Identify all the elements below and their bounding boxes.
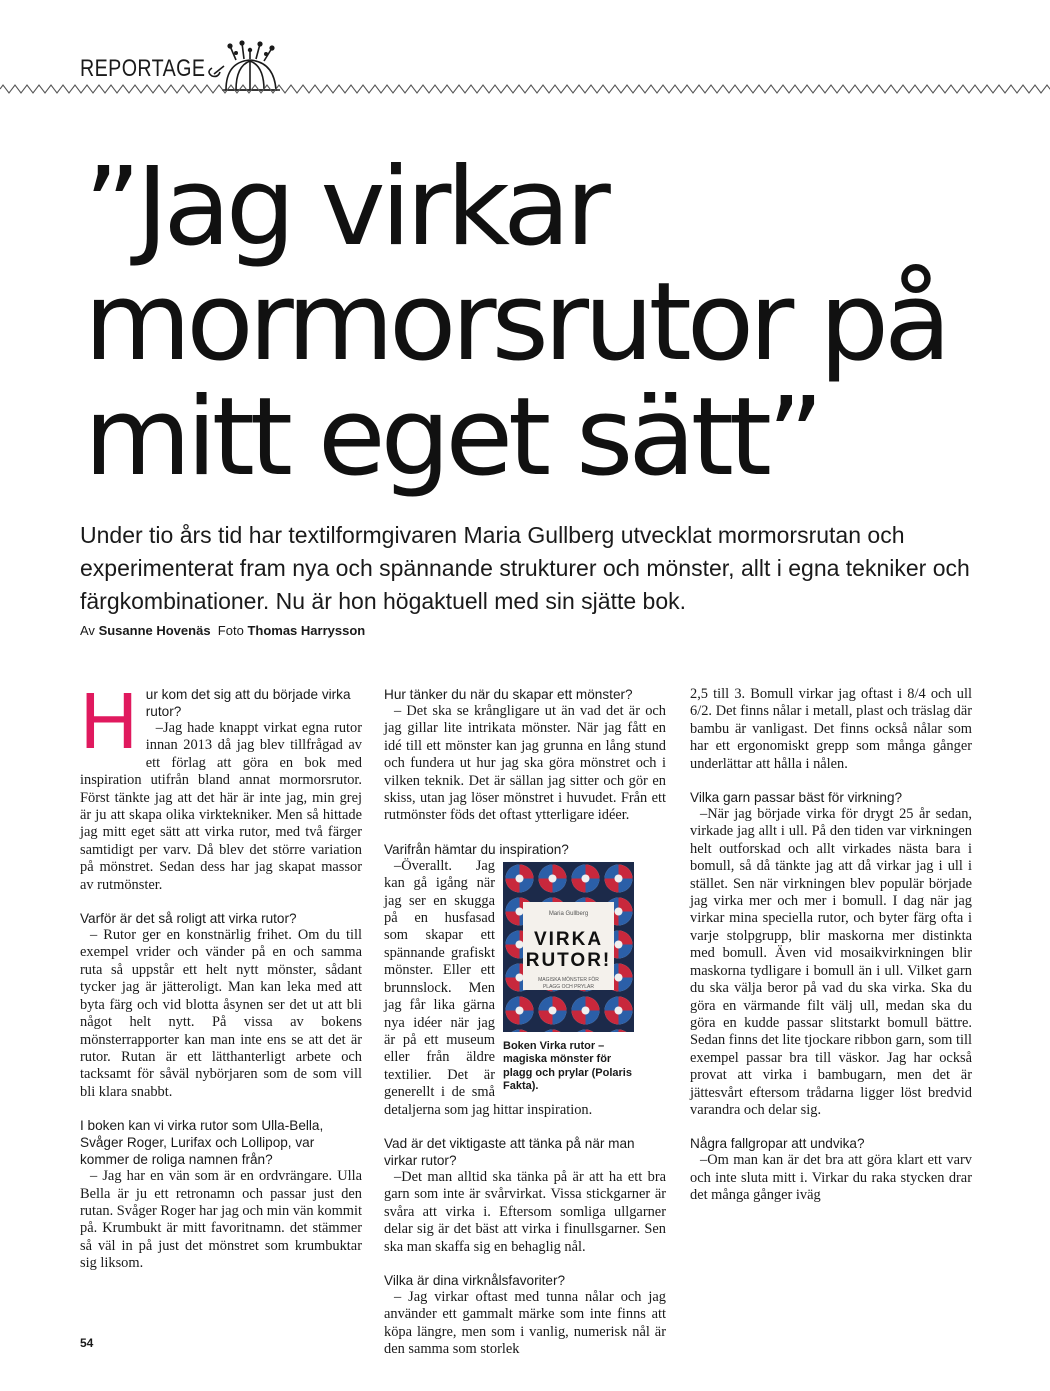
book-cover-title-2: RUTOR! (525, 950, 612, 972)
answer-7-part-2: 2,5 till 3. Bomull virkar jag oftast i 8/4 och ull 6/2. Det finns nålar i metall, plast och träslag där bambu är vanligast. Det finns också nålar som har ett ergonomiskt grepp som många gånger underlättar att hålla i nålen. (690, 686, 972, 772)
question-5: Varifrån hämtar du inspiration? (384, 841, 569, 857)
lead-paragraph: Under tio års tid har textilformgivaren Maria Gullberg utvecklat mormorsrutan och experimenterat fram nya och spännande strukturer och mönster, allt i egna tekniker och färgkombinationer. Nu är hon högaktuell med sin sjätte bok. (80, 522, 970, 614)
headline (84, 145, 1024, 500)
headline-line-3: mitt eget sätt” (84, 375, 819, 500)
headline-line-2: mormorsrutor på (84, 260, 947, 385)
question-3: I boken kan vi virka rutor som Ulla-Bella, Svåger Roger, Lurifax och Lollipop, var kommer de roliga namnen från? (80, 1118, 324, 1168)
book-cover-subtitle: MAGISKA MÖNSTER FÖR PLAGG OCH PRYLAR (538, 977, 599, 991)
article-column-3 (690, 686, 972, 1205)
dropcap: H (80, 676, 138, 765)
section-label: REPORTAGE (80, 55, 206, 82)
page-number: 54 (80, 1336, 94, 1350)
headline-line-1: ”Jag virkar (84, 145, 606, 270)
answer-4: – Det ska se krångligare ut än vad det är och jag gillar lite intrikata mönster. När jag fått en idé till ett mönster kan jag grunna en lång stund och fundera ut hur jag ska göra mönstret och i vilken teknik. Det är sällan jag sitter och gör en skiss, utan jag löser mönstret i huvudet. Från ett rutmönster föds det oftast ytterligare idéer. (384, 703, 666, 824)
byline-by-prefix: Av (80, 623, 95, 638)
question-7: Vilka är dina virknålsfavoriter? (384, 1272, 566, 1288)
answer-7-part-1: – Jag virkar oftast med tunna nålar och jag använder ett gammalt märke som inte finns att köpa längre, men som i vanlig, numerisk nål är den samma som storlek (384, 1288, 666, 1358)
question-9: Några fallgropar att undvika? (690, 1136, 865, 1152)
byline-photographer: Thomas Harrysson (247, 623, 366, 638)
book-figure (503, 862, 670, 1094)
answer-6: –Det man alltid ska tänka på är att ha ett bra garn som inte är svårvirkat. Vissa stickgarner är svåra att virka i. Eftersom somliga ullgarner delar sig är det bäst att virka i finullsgarner. Sen ska man skaffa sig en behaglig nål. (384, 1168, 666, 1255)
question-1: ur kom det sig att du började virka rutor? (145, 687, 351, 719)
byline-photo-prefix: Foto (217, 623, 244, 638)
answer-5: –Överallt. Jag kan gå igång när jag ser en skugga på en husfasad som skapar ett spännande grafiskt mönster. Eller ett brunnslock. Men jag får lika gärna nya idéer när jag är på ett museum eller från äldre textilier. Det är generellt i de små detaljerna som jag hittar inspiration. (384, 857, 593, 1118)
article-column-1 (80, 676, 362, 1273)
answer-2: – Rutor ger en konstnärlig frihet. Om du till exempel vrider och vänder på en och samma ruta så uppstår ett helt nytt mönster, sådant tycker jag är jätteroligt. Man kan leka med att byta färg och vid blotta åsynen ser det ut att bli något helt nytt. På vissa av bokens mönsterrapporter kan man inte ens se att det är rutor. Rutan är ett lätthanterligt arbete och tacksamt för såväl nybörjaren som de som vill bli klara snabbt. (80, 927, 362, 1100)
question-4: Hur tänker du när du skapar ett mönster? (384, 687, 633, 702)
answer-9: –Om man kan är det bra att göra klart ett varv och inte sluta mitt i. Virkar du raka stycken drar det många gånger iväg (690, 1152, 972, 1204)
answer-3: – Jag har en vän som är en ordvrängare. Ulla Bella är ju ett retronamn och passar just den rutan. Svåger Roger har jag och min vän kommit på. Krumbukt är mitt favoritnamn. det stämmer så väl in på just det mönstret som krumbuktar sig liksom. (80, 1168, 362, 1272)
book-caption: Boken Virka rutor – magiska mönster för plagg och prylar (Polaris Fakta). (503, 1039, 632, 1093)
question-8: Vilka garn passar bäst för virkning? (690, 790, 903, 806)
article-column-2 (384, 686, 666, 1359)
byline (80, 623, 365, 638)
book-cover-author: Maria Gullberg (548, 910, 589, 917)
byline-author: Susanne Hovenäs (98, 623, 211, 638)
question-6: Vad är det viktigaste att tänka på när man virkar rutor? (384, 1135, 635, 1168)
header-divider (0, 83, 1050, 95)
question-2: Varför är det så roligt att virka rutor? (80, 911, 297, 927)
book-cover (503, 862, 634, 1032)
answer-1: –Jag hade knappt virkat egna rutor innan 2013 då jag blev tillfrågad av ett förlag att göra en bok med inspiration utifrån bland annat mormorsrutor. Först tänkte jag att det här är inte jag, min grej är ju att skapa olika virktekniker. Men så hittade jag mitt eget sätt att virka rutor, med två färger samtidigt per varv. Då blev det större variation på mönstret. Sedan dess har jag skapat massor av rutmönster. (80, 720, 362, 893)
answer-8: –När jag började virka för drygt 25 år sedan, virkade jag allt i ull. På den tiden var virkningen helt outforskad och allt virkades nästa bara i bomull, så då tänkte jag att då virkar jag i ull i stället. Sen när virkningen blev populär började jag virka mer och mer i bomull. I dag när jag virkar mina speciella rutor, och byter färg ofta i varje stolpgrupp, blir maskorna mer distinkta med bomull. Även vid mosaikvirkningen blir maskorna tydligare i bomull än i ull. Vilket garn du ska välja beror på vad du ska virka. Ska du göra en värmande filt välj ull, medan ska du göra en kudde passar slitstarkt bomull bättre. Sedan finns det lite tjockare ribbon garn, som till exempel passar bra till väskor. Jag har också provat att virka i bambugarn, men det är jättesvårt eftersom trådarna ligger löst bredvid varandra och delar sig. (690, 806, 972, 1118)
book-cover-title-1: VIRKA (533, 929, 604, 951)
